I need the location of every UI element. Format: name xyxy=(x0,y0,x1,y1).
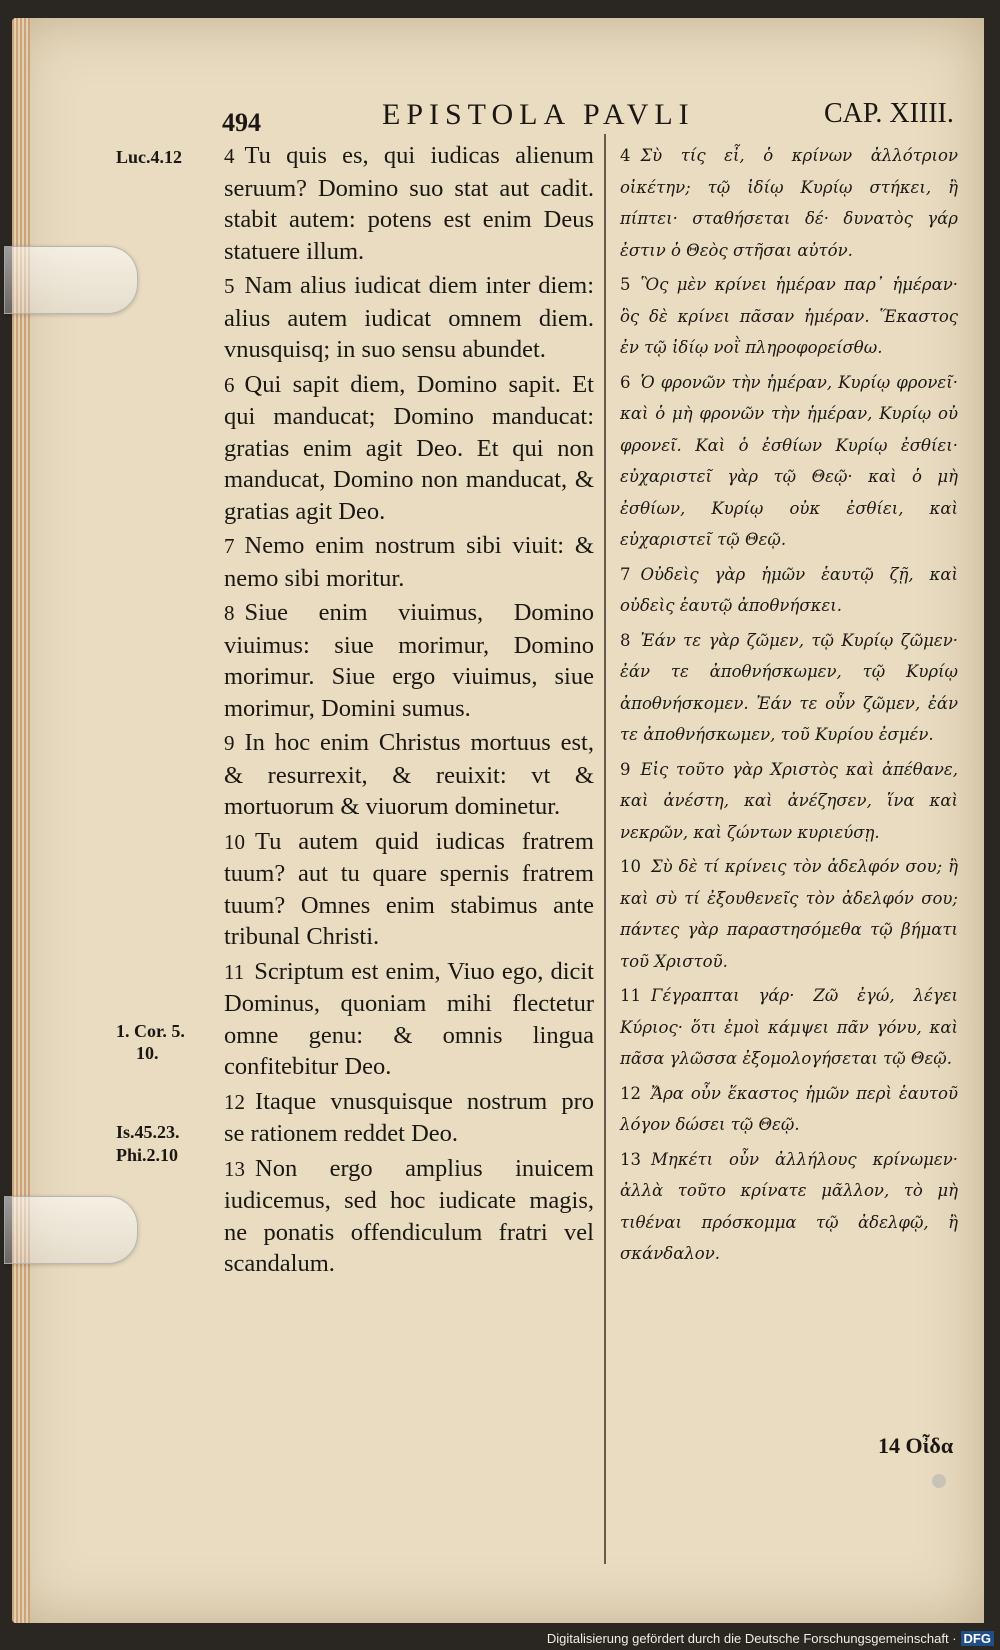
margin-note-isaiah: Is.45.23. xyxy=(116,1122,180,1142)
latin-verse xyxy=(224,727,594,823)
verse-text: Εἰς τοῦτο γὰρ Χριστὸς καὶ ἀπέθανε, καὶ ἀνέστη, καὶ ἀνέζησεν, ἵνα καὶ νεκρῶν, καὶ ζώντων κυριεύσῃ. xyxy=(620,759,958,842)
greek-verse xyxy=(620,1078,958,1141)
verse-number: 11 xyxy=(224,959,245,984)
running-title: EPISTOLA PAVLI xyxy=(382,98,695,131)
verse-number: 7 xyxy=(224,534,235,558)
verse-number: 6 xyxy=(224,372,235,397)
running-header xyxy=(12,90,984,137)
page-number: 494 xyxy=(222,108,261,137)
verse-text: Itaque vnusquisque nostrum pro se rationem reddet Deo. xyxy=(224,1087,594,1147)
margin-note-luke: Luc.4.12 xyxy=(116,147,183,167)
verse-number: 9 xyxy=(620,759,631,779)
verse-number: 13 xyxy=(224,1156,245,1181)
greek-verse xyxy=(620,625,958,751)
column-divider xyxy=(604,134,606,1564)
verse-number: 11 xyxy=(620,986,641,1005)
greek-verse xyxy=(620,754,958,849)
latin-verse xyxy=(224,826,594,953)
verse-number: 7 xyxy=(620,564,631,584)
page-tab-bottom xyxy=(4,1196,138,1264)
verse-text: Ὃς μὲν κρίνει ἡμέραν παρ᾽ ἡμέραν· ὃς δὲ κρίνει πᾶσαν ἡμέραν. Ἕκαστος ἐν τῷ ἰδίῳ νοῒ πληροφορείσθω. xyxy=(620,275,958,357)
verse-number: 4 xyxy=(620,146,631,165)
paper-spot xyxy=(932,1474,946,1488)
verse-text: Οὐδεὶς γὰρ ἡμῶν ἑαυτῷ ζῇ, καὶ οὐδεὶς ἑαυτῷ ἀποθνήσκει. xyxy=(620,564,958,615)
verse-text: Ἄρα οὖν ἕκαστος ἡμῶν περὶ ἑαυτοῦ λόγον δώσει τῷ Θεῷ. xyxy=(620,1083,958,1134)
dfg-logo: DFG xyxy=(961,1631,994,1646)
verse-text: Nemo enim nostrum sibi viuit: & nemo sibi moritur. xyxy=(224,532,594,592)
chapter-label: CAP. XIIII. xyxy=(824,98,954,129)
verse-number: 5 xyxy=(620,275,631,294)
verse-text: Tu quis es, qui iudicas alienum seruum? Domino suo stat aut cadit. stabit autem: potens est enim Deus statuere illum. xyxy=(224,142,594,265)
verse-text: In hoc enim Christus mortuus est, & resurrexit, & reuixit: vt & mortuorum & viuorum dominetur. xyxy=(224,729,594,820)
margin-note-philippians: Phi.2.10 xyxy=(116,1145,179,1165)
greek-verse xyxy=(620,559,958,622)
verse-number: 6 xyxy=(620,372,631,392)
verse-text: Tu autem quid iudicas fratrem tuum? aut tu quare spernis fratrem tuum? Omnes enim stabimus ante tribunal Christi. xyxy=(224,827,594,950)
greek-verse xyxy=(620,1144,958,1270)
verse-number: 10 xyxy=(620,857,641,876)
verse-text: Μηκέτι οὖν ἀλλήλους κρίνωμεν· ἀλλὰ τοῦτο κρίνατε μᾶλλον, τὸ μὴ τιθέναι πρόσκομμα τῷ ἀδελφῷ, ἢ σκάνδαλον. xyxy=(620,1149,958,1263)
credit-text: Digitalisierung gefördert durch die Deutsche Forschungsgemeinschaft · xyxy=(546,1631,957,1646)
latin-verse xyxy=(224,956,594,1083)
verse-number: 8 xyxy=(224,601,235,625)
verse-text: Nam alius iudicat diem inter diem: alius autem iudicat omnem diem. vnusquisq; in suo sensu abundet. xyxy=(224,272,594,363)
greek-verse xyxy=(620,140,958,266)
greek-verse xyxy=(620,851,958,977)
verse-text: Γέγραπται γάρ· Ζῶ ἐγώ, λέγει Κύριος· ὅτι ἐμοὶ κάμψει πᾶν γόνυ, καὶ πᾶσα γλῶσσα ἐξομολογήσεται τῷ Θεῷ. xyxy=(620,986,958,1068)
book-page xyxy=(12,18,984,1623)
latin-verse xyxy=(224,530,594,594)
verse-text: Siue enim viuimus, Domino viuimus: siue morimur, Domino morimur. Siue ergo viuimus, siue morimur, Domini sumus. xyxy=(224,599,594,722)
verse-text: Non ergo amplius inuicem iudicemus, sed hoc iudicate magis, ne ponatis offendiculum fratri vel scandalum. xyxy=(224,1154,594,1277)
latin-verse xyxy=(224,1153,594,1280)
verse-number: 4 xyxy=(224,144,235,168)
latin-verse xyxy=(224,597,594,724)
verse-number: 5 xyxy=(224,274,235,298)
catchword: 14 Οἶδα xyxy=(878,1433,954,1458)
digitization-credit xyxy=(547,1631,994,1646)
latin-verse xyxy=(224,270,594,366)
greek-verse xyxy=(620,269,958,364)
latin-column xyxy=(224,140,594,1283)
verse-number: 9 xyxy=(224,731,235,755)
verse-text: Scriptum est enim, Viuo ego, dicit Dominus, quoniam mihi flectetur omne genu: & omnis lingua confitebitur Deo. xyxy=(224,957,594,1080)
page-tab-top xyxy=(4,246,138,314)
verse-text: Σὺ δὲ τί κρίνεις τὸν ἀδελφόν σου; ἢ καὶ σὺ τί ἐξουθενεῖς τὸν ἀδελφόν σου; πάντες γὰρ παραστησόμεθα τῷ βήματι τοῦ Χριστοῦ. xyxy=(620,857,958,971)
verse-number: 12 xyxy=(224,1089,245,1114)
latin-verse xyxy=(224,140,594,267)
greek-verse xyxy=(620,367,958,556)
verse-number: 12 xyxy=(620,1083,641,1103)
verse-number: 8 xyxy=(620,630,631,650)
latin-verse xyxy=(224,369,594,528)
margin-note-corinthians: 1. Cor. 5. xyxy=(116,1021,185,1041)
verse-text: Ὁ φρονῶν τὴν ἡμέραν, Κυρίῳ φρονεῖ· καὶ ὁ μὴ φρονῶν τὴν ἡμέραν, Κυρίῳ οὐ φρονεῖ. Καὶ ὁ ἐσθίων Κυρίῳ ἐσθίει· εὐχαριστεῖ γὰρ τῷ Θεῷ· καὶ ὁ μὴ ἐσθίων, Κυρίῳ οὐκ ἐσθίει, καὶ εὐχαριστεῖ τῷ Θεῷ. xyxy=(620,372,958,549)
greek-verse xyxy=(620,980,958,1075)
greek-column xyxy=(620,140,958,1273)
verse-text: Ἐάν τε γὰρ ζῶμεν, τῷ Κυρίῳ ζῶμεν· ἐάν τε ἀποθνήσκωμεν, τῷ Κυρίῳ ἀποθνήσκομεν. Ἐάν τε οὖν ζῶμεν, ἐάν τε ἀποθνήσκωμεν, τοῦ Κυρίου ἐσμέν. xyxy=(620,630,958,744)
latin-verse xyxy=(224,1086,594,1150)
verse-text: Σὺ τίς εἶ, ὁ κρίνων ἀλλότριον οἰκέτην; τῷ ἰδίῳ Κυρίῳ στήκει, ἢ πίπτει· σταθήσεται δέ· δυνατὸς γάρ ἐστιν ὁ Θεὸς στῆσαι αὐτόν. xyxy=(620,146,958,260)
verse-number: 13 xyxy=(620,1149,641,1169)
verse-text: Qui sapit diem, Domino sapit. Et qui manducat; Domino manducat: gratias enim agit Deo. Et qui non manducat, Domino non manducat, & gratias agit Deo. xyxy=(224,370,594,525)
verse-number: 10 xyxy=(224,829,245,854)
margin-note-corinthians-verse: 10. xyxy=(136,1043,159,1063)
